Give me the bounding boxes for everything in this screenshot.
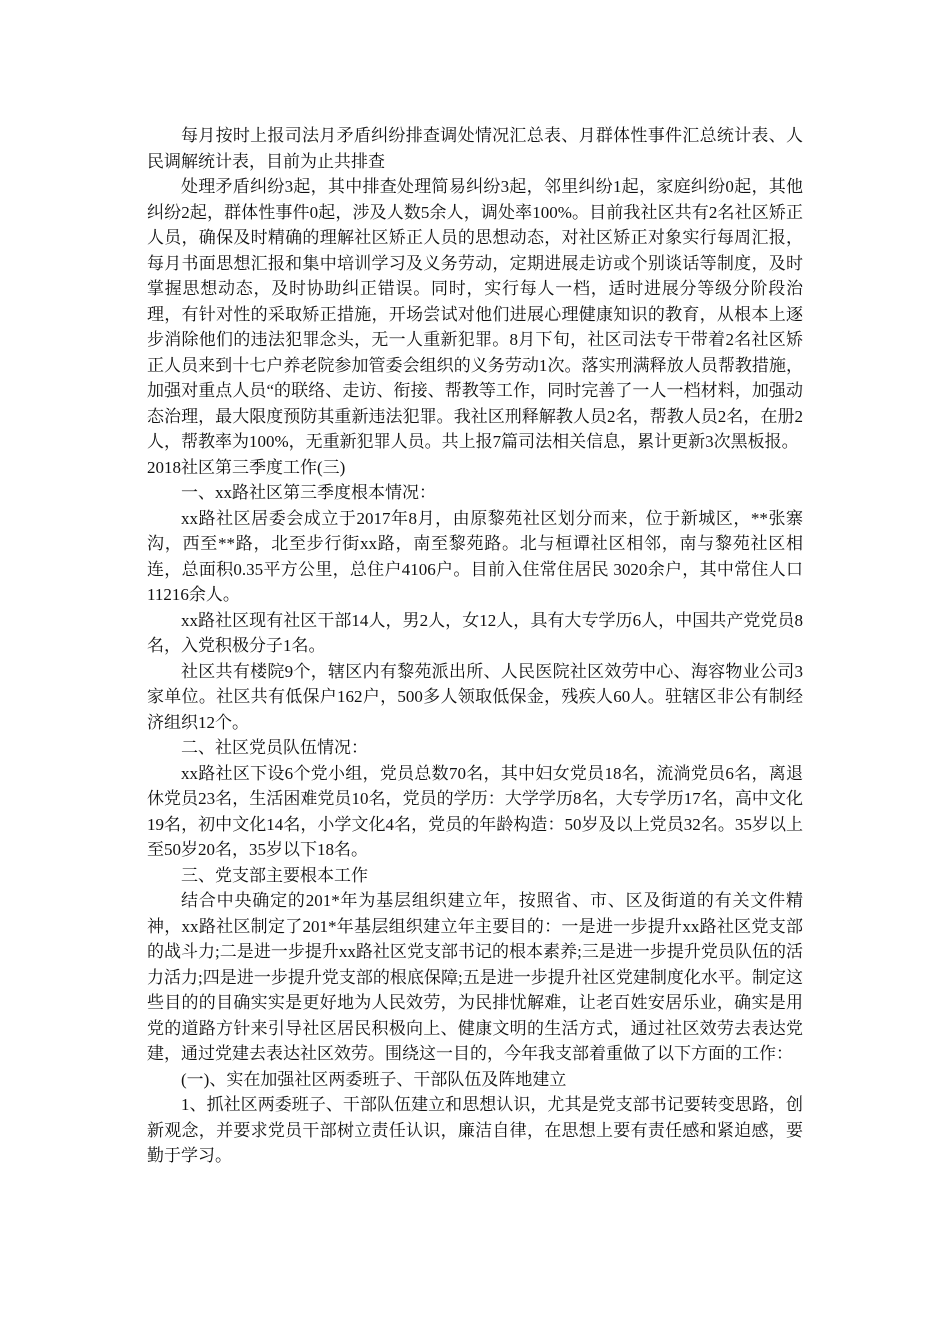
heading-party-members: 二、社区党员队伍情况： [181,738,368,757]
document-page [147,123,803,1169]
paragraph-team-building-point-1: 1、抓社区两委班子、干部队伍建立和思想认识，尤其是党支部书记要转变思路，创新观念，并要求党员干部树立责任认识，廉洁自律，在思想上要有责任感和紧迫感，要勤于学习。 [147,1095,803,1165]
section-title-q3-work: 2018社区第三季度工作(三) [147,457,346,477]
paragraph-community-overview: xx路社区居委会成立于2017年8月，由原黎苑社区划分而来，位于新城区，**张寨沟，西至**路，北至步行街xx路，南至黎苑路。北与桓谭社区相邻，南与黎苑社区相连，总面积0.35平方公里，总住户4106户。目前入住常住居民 3020余户，其中常住人口 11216余人。 [147,508,803,604]
paragraph-community-facilities: 社区共有楼院9个，辖区内有黎苑派出所、人民医院社区效劳中心、海容物业公司3家单位。社区共有低保户162户，500多人领取低保金，残疾人60人。驻辖区非公有制经济组织12个。 [147,661,803,732]
heading-party-branch-work: 三、党支部主要根本工作 [181,865,368,885]
heading-basic-situation: 一、xx路社区第三季度根本情况： [181,483,436,502]
paragraph-party-member-stats: xx路社区下设6个党小组，党员总数70名，其中妇女党员18名，流淌党员6名，离退休党员23名，生活困难党员10名，党员的学历：大学学历8名，大专学历17名，高中文化19名，初中文化14名，小学文化4名，党员的年龄构造：50岁及以上党员32名。35岁以上至50岁20名，35岁以下18名。 [147,763,803,859]
paragraph-report-intro: 每月按时上报司法月矛盾纠纷排查调处情况汇总表、月群体性事件汇总统计表、人民调解统计表，目前为止共排查 [147,126,803,171]
paragraph-dispute-handling: 处理矛盾纠纷3起，其中排查处理简易纠纷3起，邻里纠纷1起，家庭纠纷0起，其他纠纷2起，群体性事件0起，涉及人数5余人，调处率100%。目前我社区共有2名社区矫正人员，确保及时精确的理解社区矫正人员的思想动态，对社区矫正对象实行每周汇报，每月书面思想汇报和集中培训学习及义务劳动，定期进展走访或个别谈话等制度，及时掌握思想动态，及时协助纠正错误。同时，实行每人一档，适时进展分等级分阶段治理，有针对性的采取矫正措施，开场尝试对他们进展心理健康知识的教育，从根本上逐步消除他们的违法犯罪念头，无一人重新犯罪。8月下旬，社区司法专干带着2名社区矫正人员来到十七户养老院参加管委会组织的义务劳动1次。落实刑满释放人员帮教措施，加强对重点人员“的联络、走访、衔接、帮教等工作，同时完善了一人一档材料，加强动态治理，最大限度预防其重新违法犯罪。我社区刑释解教人员2名，帮教人员2名，在册2人，帮教率为100%，无重新犯罪人员。共上报7篇司法相关信息，累计更新3次黑板报。 [147,177,803,451]
paragraph-branch-goals: 结合中央确定的201*年为基层组织建立年，按照省、市、区及街道的有关文件精神，xx路社区制定了201*年基层组织建立年主要目的：一是进一步提升xx路社区党支部的战斗力;二是进一步提升xx路社区党支部书记的根本素养;三是进一步提升党员队伍的活力活力;四是进一步提升党支部的根底保障;五是进一步提升社区党建制度化水平。制定这些目的的目确实实是更好地为人民效劳，为民排忧解难，让老百姓安居乐业，确实是用党的道路方针来引导社区居民积极向上、健康文明的生活方式，通过社区效劳去表达党建，通过党建去表达社区效劳。围绕这一目的，今年我支部着重做了以下方面的工作： [147,891,803,1063]
subheading-team-building: (一)、实在加强社区两委班子、干部队伍及阵地建立 [181,1069,567,1089]
paragraph-community-staff: xx路社区现有社区干部14人，男2人，女12人，具有大专学历6人，中国共产党党员8名，入党积极分子1名。 [147,610,803,655]
